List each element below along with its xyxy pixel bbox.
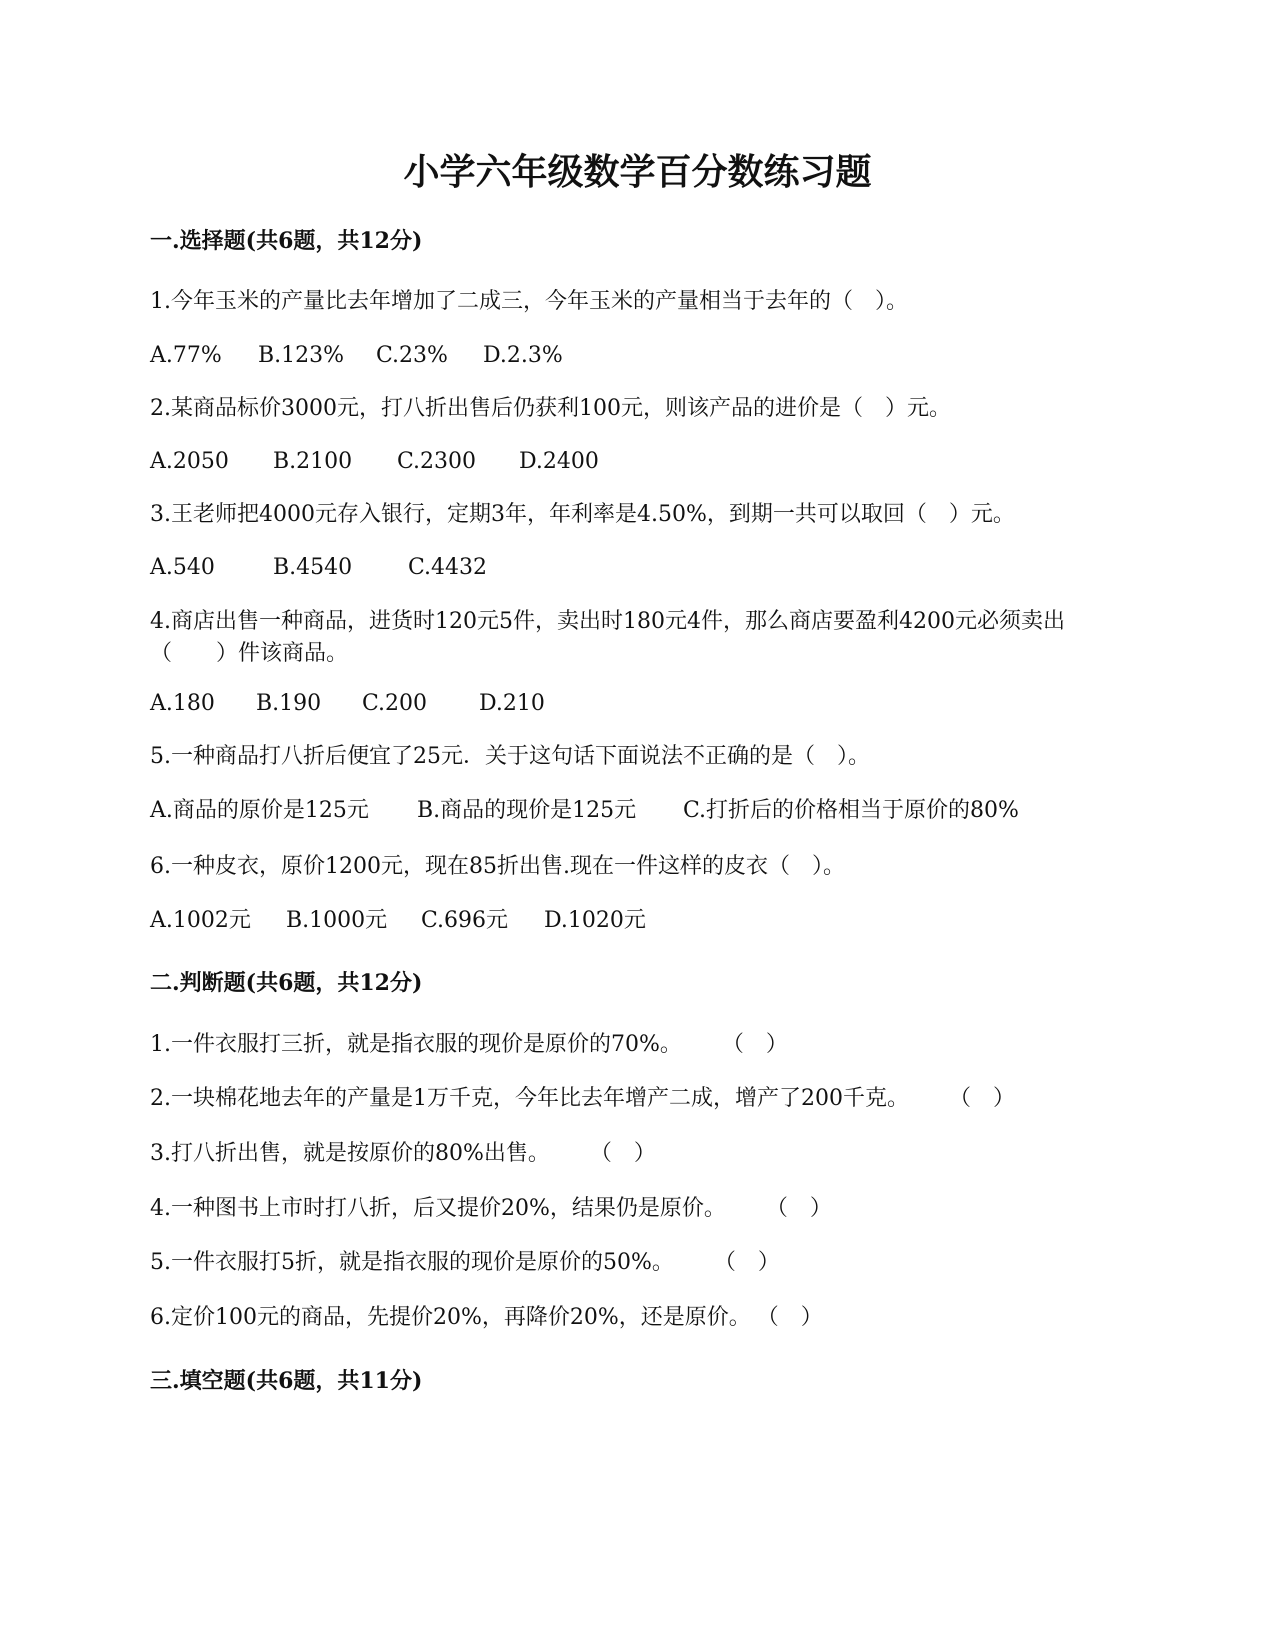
answer-blank: （ ） bbox=[721, 1032, 788, 1057]
judgment-text: 1.一件衣服打三折，就是指衣服的现价是原价的70%。 bbox=[150, 1032, 682, 1057]
choice-options-4 bbox=[150, 689, 545, 719]
option-d: D.2.3% bbox=[483, 343, 563, 368]
answer-blank: （ ） bbox=[765, 1196, 832, 1221]
judgment-text: 4.一种图书上市时打八折，后又提价20%，结果仍是原价。 bbox=[150, 1196, 726, 1221]
option-d: D.1020元 bbox=[544, 908, 646, 933]
option-b: B.2100 bbox=[273, 449, 353, 474]
choice-options-6 bbox=[150, 906, 646, 936]
choice-question-3: 3.王老师把4000元存入银行，定期3年，年利率是4.50%，到期一共可以取回（ ）元。 bbox=[150, 502, 1015, 527]
option-b: B.123% bbox=[258, 343, 345, 368]
choice-question-6: 6.一种皮衣，原价1200元，现在85折出售.现在一件这样的皮衣（ ）。 bbox=[150, 854, 845, 879]
judgment-item-6 bbox=[150, 1303, 823, 1333]
choice-options-5 bbox=[150, 796, 1019, 826]
option-c: C.4432 bbox=[408, 555, 488, 580]
choice-options-3 bbox=[150, 553, 487, 583]
section-heading-judgment: 二.判断题(共6题，共12分) bbox=[150, 970, 423, 996]
option-a: A.2050 bbox=[150, 449, 229, 474]
option-b: B.190 bbox=[256, 691, 322, 716]
option-a: A.180 bbox=[150, 691, 215, 716]
option-a: A.1002元 bbox=[150, 908, 251, 933]
option-c: C.23% bbox=[376, 343, 448, 368]
option-c: C.打折后的价格相当于原价的80% bbox=[683, 798, 1019, 823]
option-b: B.1000元 bbox=[286, 908, 388, 933]
option-c: C.696元 bbox=[421, 908, 509, 933]
choice-question-5: 5.一种商品打八折后便宜了25元．关于这句话下面说法不正确的是（ ）。 bbox=[150, 744, 870, 769]
option-a: A.77% bbox=[150, 343, 222, 368]
answer-blank: （ ） bbox=[713, 1250, 780, 1275]
judgment-item-1 bbox=[150, 1030, 788, 1060]
section-heading-fill-blank: 三.填空题(共6题，共11分) bbox=[150, 1368, 423, 1394]
option-b: B.商品的现价是125元 bbox=[417, 798, 637, 823]
option-b: B.4540 bbox=[273, 555, 353, 580]
choice-question-4: 4.商店出售一种商品，进货时120元5件，卖出时180元4件，那么商店要盈利4200元必须卖出（ ）件该商品。 bbox=[150, 609, 1065, 666]
page-title: 小学六年级数学百分数练习题 bbox=[403, 151, 872, 193]
judgment-text: 2.一块棉花地去年的产量是1万千克，今年比去年增产二成，增产了200千克。 bbox=[150, 1086, 909, 1111]
judgment-item-2 bbox=[150, 1084, 1015, 1114]
judgment-text: 5.一件衣服打5折，就是指衣服的现价是原价的50%。 bbox=[150, 1250, 674, 1275]
answer-blank: （ ） bbox=[589, 1141, 656, 1166]
option-c: C.2300 bbox=[397, 449, 477, 474]
option-a: A.540 bbox=[150, 555, 215, 580]
judgment-item-4 bbox=[150, 1194, 832, 1224]
option-d: D.2400 bbox=[519, 449, 599, 474]
section-heading-choice: 一.选择题(共6题，共12分) bbox=[150, 228, 423, 254]
choice-question-2: 2.某商品标价3000元，打八折出售后仍获利100元，则该产品的进价是（ ）元。 bbox=[150, 396, 951, 421]
answer-blank: （ ） bbox=[948, 1086, 1015, 1111]
judgment-item-3 bbox=[150, 1139, 656, 1169]
choice-question-1: 1.今年玉米的产量比去年增加了二成三，今年玉米的产量相当于去年的（ ）。 bbox=[150, 289, 908, 314]
judgment-text: 3.打八折出售，就是按原价的80%出售。 bbox=[150, 1141, 550, 1166]
option-d: D.210 bbox=[479, 691, 545, 716]
choice-options-2 bbox=[150, 447, 599, 477]
option-a: A.商品的原价是125元 bbox=[150, 798, 369, 823]
choice-options-1 bbox=[150, 341, 563, 371]
judgment-text: 6.定价100元的商品，先提价20%，再降价20%，还是原价。 bbox=[150, 1305, 751, 1330]
answer-blank: （ ） bbox=[756, 1305, 823, 1330]
judgment-item-5 bbox=[150, 1248, 780, 1278]
option-c: C.200 bbox=[362, 691, 428, 716]
